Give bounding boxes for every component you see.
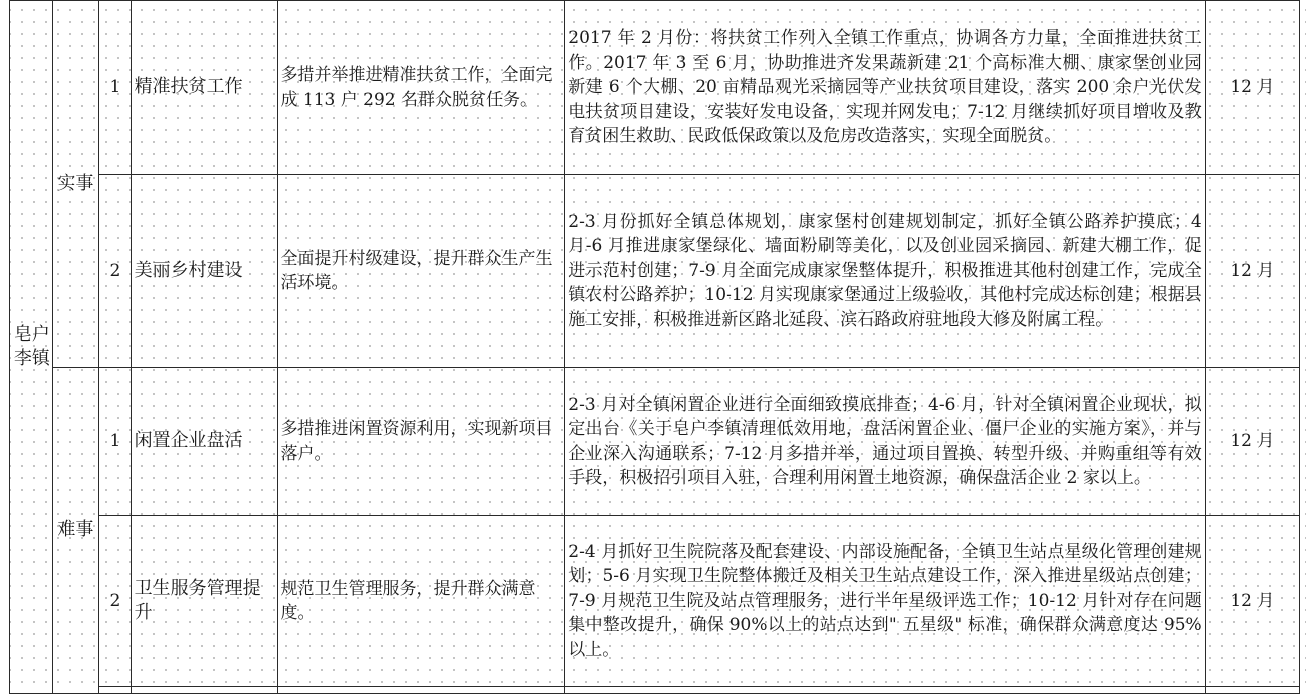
row-number: 1 xyxy=(99,1,131,175)
empty-cell xyxy=(565,687,1205,694)
task-plan: 2-3 月对全镇闲置企业进行全面细致摸底排查；4-6 月，针对全镇闲置企业现状，拟定出台《关于皂户李镇清理低效用地，盘活闲置企业、僵尸企业的实施方案》，并与企业深入沟通联系；7-12 月多措并举，通过项目置换、转型升级、并购重组等有效手段，积极招引项目入驻，合理利用闲置土地资源，确保盘活企业 2 家以上。 xyxy=(565,368,1205,516)
category-label: 实事 xyxy=(57,172,94,194)
table-row xyxy=(10,1,1300,175)
category-cell-shishi xyxy=(52,1,99,368)
deadline-month: 12 月 xyxy=(1205,1,1299,175)
row-number: 1 xyxy=(99,368,131,516)
town-cell xyxy=(10,1,53,694)
table-row xyxy=(10,516,1300,687)
task-goal: 多措推进闲置资源利用，实现新项目落户。 xyxy=(277,368,565,516)
category-label: 难事 xyxy=(57,519,94,541)
deadline-month: 12 月 xyxy=(1205,368,1299,516)
row-number: 2 xyxy=(99,175,131,368)
task-plan: 2-4 月抓好卫生院院落及配套建设、内部设施配备，全镇卫生站点星级化管理创建规划；5-6 月实现卫生院整体搬迁及相关卫生站点建设工作，深入推进星级站点创建；7-9 月规范卫生院及站点管理服务，进行半年星级评选工作；10-12 月针对存在问题集中整改提升，确保 90%以上的站点达到" 五星级" 标准，确保群众满意度达 95%以上。 xyxy=(565,516,1205,687)
task-name: 精准扶贫工作 xyxy=(131,1,277,175)
empty-cell xyxy=(1205,687,1299,694)
task-plan: 2-3 月份抓好全镇总体规划，康家堡村创建规划制定，抓好全镇公路养护摸底；4 月-6 月推进康家堡绿化、墙面粉刷等美化，以及创业园采摘园、新建大棚工作，促进示范村创建；7-9 月全面完成康家堡整体提升，积极推进其他村创建工作，完成全镇农村公路养护；10-12 月实现康家堡通过上级验收，其他村完成达标创建；根据县施工安排，积极推进新区路北延段、滨石路政府驻地段大修及附属工程。 xyxy=(565,175,1205,368)
empty-cell xyxy=(99,687,131,694)
deadline-month: 12 月 xyxy=(1205,516,1299,687)
category-cell-nanshi xyxy=(52,368,99,694)
task-goal: 全面提升村级建设，提升群众生产生活环境。 xyxy=(277,175,565,368)
table-row xyxy=(10,368,1300,516)
task-table xyxy=(9,0,1300,694)
task-goal: 多措并举推进精准扶贫工作，全面完成 113 户 292 名群众脱贫任务。 xyxy=(277,1,565,175)
task-name: 卫生服务管理提升 xyxy=(131,516,277,687)
empty-cell xyxy=(131,687,277,694)
task-name: 美丽乡村建设 xyxy=(131,175,277,368)
empty-cell xyxy=(277,687,565,694)
deadline-month: 12 月 xyxy=(1205,175,1299,368)
row-number: 2 xyxy=(99,516,131,687)
town-name: 皂户李镇 xyxy=(13,323,50,369)
task-name: 闲置企业盘活 xyxy=(131,368,277,516)
table-row xyxy=(10,175,1300,368)
task-plan: 2017 年 2 月份：将扶贫工作列入全镇工作重点，协调各方力量，全面推进扶贫工作。2017 年 3 至 6 月，协助推进齐发果蔬新建 21 个高标准大棚、康家堡创业园新建 6 个大棚、20 亩精品观光采摘园等产业扶贫项目建设，落实 200 余户光伏发电扶贫项目建设，安装好发电设备，实现并网发电；7-12 月继续抓好项目增收及教育贫困生救助、民政低保政策以及危房改造落实，实现全面脱贫。 xyxy=(565,1,1205,175)
task-goal: 规范卫生管理服务，提升群众满意度。 xyxy=(277,516,565,687)
table-row-continuation xyxy=(10,687,1300,694)
